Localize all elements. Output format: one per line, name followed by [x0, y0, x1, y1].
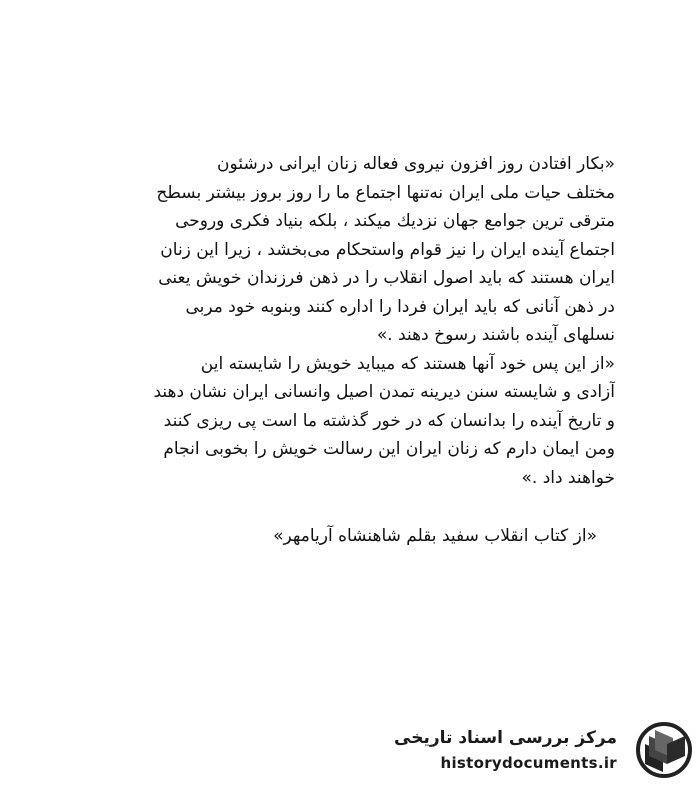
text-line: «از این پس خود آنها هستند که میباید خویش را شایسته این — [200, 353, 615, 374]
watermark — [394, 722, 695, 778]
text-line: مترقی ترین جوامع جهان نزدیك میکند ، بلکه بنیاد فکری وروحی — [175, 211, 615, 231]
text-line: آزادی و شایسته سنن دیرینه تمدن اصیل وانسانی ایران نشان دهند — [153, 382, 615, 402]
watermark-site: historydocuments.ir — [440, 754, 617, 772]
text-line: و تاریخ آینده را بدانسان که در خور گذشته ما است پی ریزی کنند — [163, 410, 615, 431]
text-line: ایران هستند که باید اصول انقلاب را در ذهن فرزندان خویش یعنی — [158, 268, 615, 288]
quote-body — [90, 150, 615, 492]
text-line: مختلف حیات ملی ایران نه‌تنها اجتماع ما را روز بروز بیشتر بسطح — [156, 182, 615, 203]
text-line: نسلهای آینده باشند رسوخ دهند .» — [376, 325, 615, 345]
book-logo-icon — [633, 722, 695, 778]
text-line: «بکار افتادن روز افزون نیروی فعاله زنان ایرانی درشئون — [217, 154, 615, 174]
text-line: خواهند داد .» — [521, 467, 615, 488]
text-line: اجتماع آینده ایران را نیز قوام واستحکام می‌بخشد ، زیرا این زنان — [160, 239, 615, 260]
watermark-title: مرکز بررسی اسناد تاریخی — [394, 728, 617, 748]
text-line: ومن ایمان دارم که زنان ایران این رسالت خویش را بخوبی انجام — [163, 439, 615, 459]
text-line: در ذهن آنانی که باید ایران فردا را اداره کنند وبنوبه خود مربی — [185, 296, 615, 317]
source-citation: «از کتاب انقلاب سفید بقلم شاهنشاه آریامهر» — [273, 526, 597, 546]
